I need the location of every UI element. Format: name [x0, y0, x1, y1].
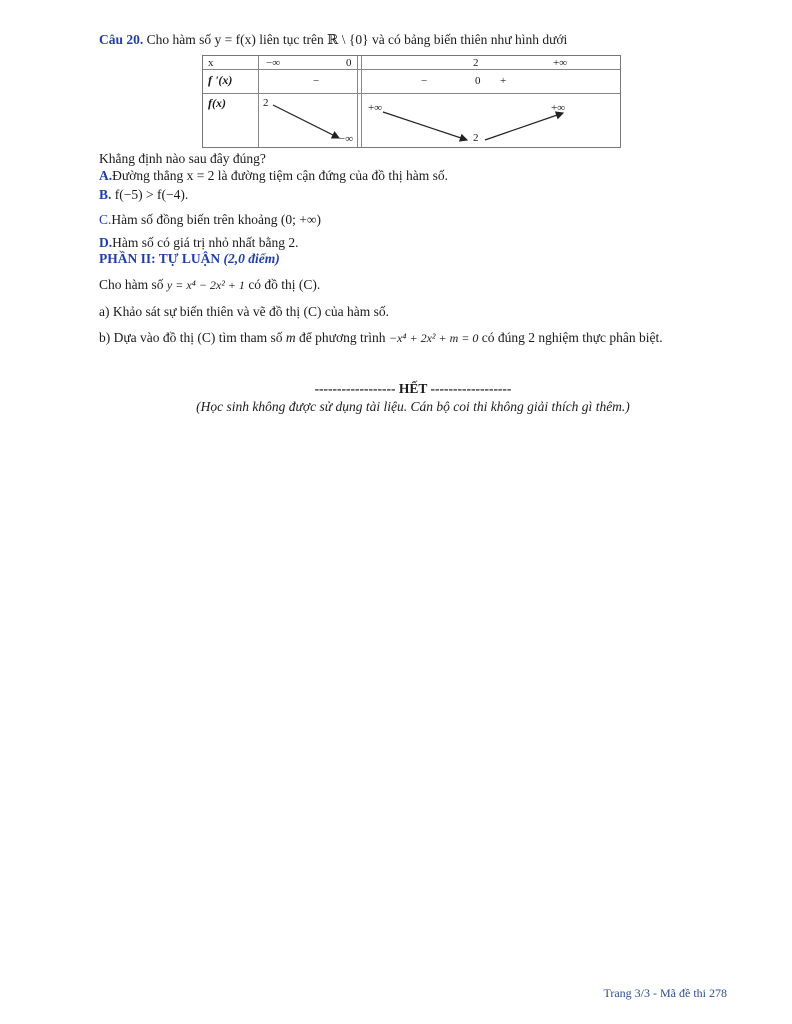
- question-prompt: Khẳng định nào sau đây đúng?: [99, 151, 266, 166]
- f-value-pos-inf-left: +∞: [368, 102, 383, 114]
- x-value-two: 2: [473, 57, 479, 69]
- option-b-letter: B.: [99, 187, 112, 202]
- part2-heading: [99, 251, 280, 267]
- question-function: y = f(x): [214, 32, 256, 47]
- arrow-increase: [485, 113, 563, 140]
- essay-part-b-after: có đúng 2 nghiệm thực phân biệt.: [481, 330, 663, 345]
- x-value-neg-inf: −∞: [266, 57, 281, 69]
- end-label: HẾT: [398, 381, 428, 396]
- essay-part-a: a) Khảo sát sự biến thiên và vẽ đồ thị (C) của hàm số.: [99, 304, 389, 319]
- end-note: (Học sinh không được sử dụng tài liệu. Cán bộ coi thi không giải thích gì thêm.): [196, 399, 630, 414]
- essay-part-b-equation: −x⁴ + 2x² + m = 0: [388, 331, 479, 345]
- derivative-sign-2: −: [421, 75, 428, 87]
- end-dashes-left: ------------------: [314, 381, 396, 396]
- arrow-decrease-2: [383, 112, 467, 140]
- option-a: [99, 168, 448, 184]
- f-value-start: 2: [263, 97, 269, 109]
- essay-intro-before: Cho hàm số: [99, 277, 164, 292]
- essay-part-b-param: m: [285, 330, 296, 345]
- f-value-neg-inf: −∞: [339, 133, 354, 145]
- part2-points: (2,0 điểm): [223, 251, 280, 266]
- option-d-letter: D.: [99, 235, 113, 250]
- row-label-derivative: f '(x): [208, 73, 233, 87]
- option-a-letter: A.: [99, 168, 113, 183]
- essay-intro-function: y = x⁴ − 2x² + 1: [166, 278, 245, 292]
- option-d-text: Hàm số có giá trị nhỏ nhất bằng 2.: [112, 235, 299, 250]
- question-20-line: [99, 32, 567, 48]
- question-text-after: và có bảng biến thiên như hình dưới: [371, 32, 568, 47]
- row-label-function: f(x): [208, 96, 226, 110]
- row-label-x: x: [208, 57, 214, 69]
- essay-part-b: [99, 330, 663, 346]
- page-footer: Trang 3/3 - Mã đề thi 278: [603, 986, 727, 1000]
- option-b: [99, 187, 188, 203]
- option-a-text: Đường thẳng x = 2 là đường tiệm cận đứng của đồ thị hàm số.: [112, 168, 449, 183]
- question-label: Câu 20.: [99, 32, 144, 47]
- part2-title: PHẦN II: TỰ LUẬN: [99, 251, 221, 266]
- option-b-text: f(−5) > f(−4).: [114, 187, 189, 202]
- question-domain: ℝ \ {0}: [327, 32, 369, 47]
- f-value-min: 2: [473, 132, 479, 144]
- end-dashes-right: ------------------: [430, 381, 512, 396]
- end-marker: [0, 381, 792, 397]
- derivative-zero: 0: [475, 75, 481, 87]
- x-value-pos-inf: +∞: [553, 57, 568, 69]
- derivative-sign-3: +: [500, 75, 507, 87]
- question-text-before: Cho hàm số: [146, 32, 212, 47]
- essay-part-b-before: b) Dựa vào đồ thị (C) tìm tham số: [99, 330, 283, 345]
- variation-arrows: [203, 56, 622, 149]
- option-d: [99, 235, 298, 251]
- option-c-letter: C.: [99, 212, 112, 227]
- option-c-text: Hàm số đồng biến trên khoảng (0; +∞): [111, 212, 321, 227]
- essay-intro: [99, 277, 320, 293]
- variation-table: [202, 55, 621, 148]
- x-value-zero: 0: [346, 57, 352, 69]
- essay-part-b-middle: để phương trình: [299, 330, 386, 345]
- option-c: [99, 212, 321, 228]
- arrow-decrease-1: [273, 105, 339, 138]
- derivative-sign-1: −: [313, 75, 320, 87]
- f-value-pos-inf-right: +∞: [551, 102, 566, 114]
- question-text-middle: liên tục trên: [259, 32, 324, 47]
- essay-intro-after: có đồ thị (C).: [248, 277, 321, 292]
